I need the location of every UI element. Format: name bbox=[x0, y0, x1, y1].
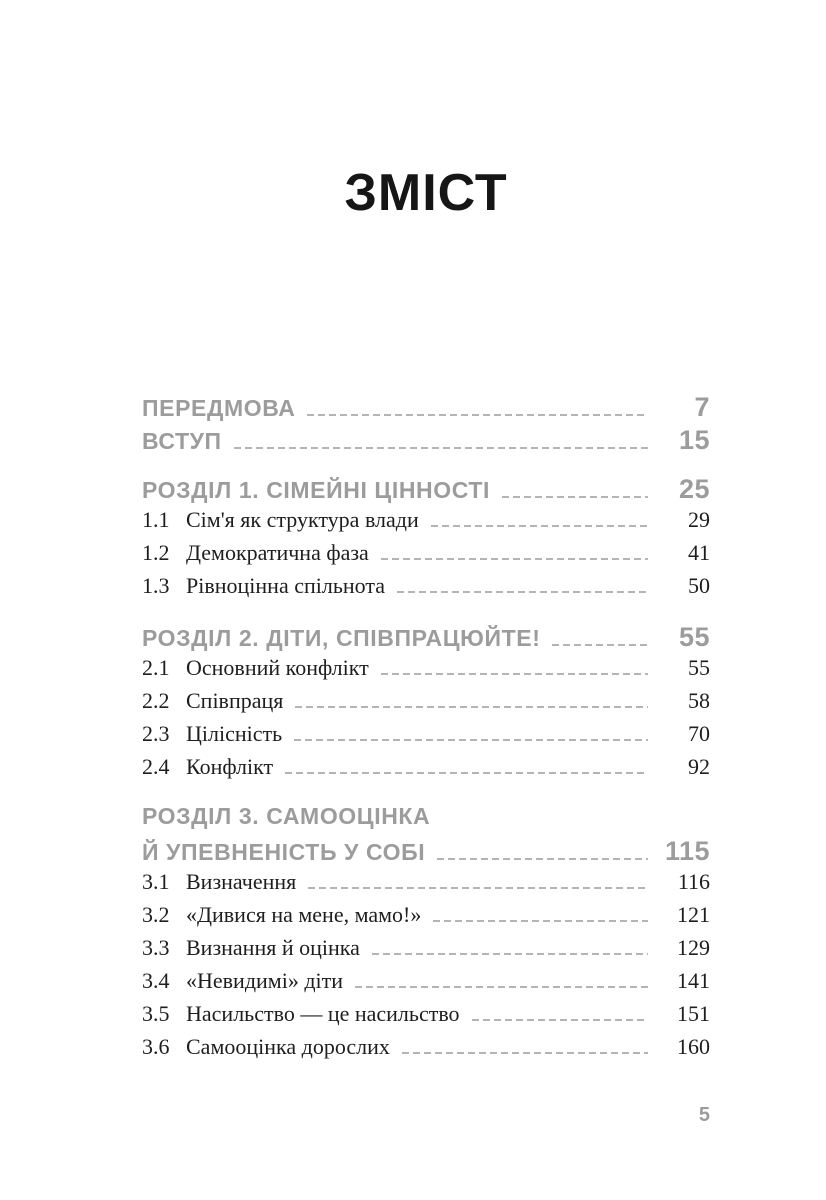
toc-entry-label: ПЕРЕДМОВА bbox=[142, 395, 296, 421]
toc-item-2-3 bbox=[142, 721, 710, 754]
folio-page-number: 5 bbox=[698, 1104, 710, 1126]
toc-item-3-1 bbox=[142, 869, 710, 902]
item-label: Сім'я як структура влади bbox=[186, 507, 419, 532]
item-label: Основний конфлікт bbox=[186, 655, 369, 680]
item-label: «Невидимі» діти bbox=[186, 968, 344, 993]
toc-item-1-2 bbox=[142, 540, 710, 573]
chapter-title: РОЗДІЛ 3. САМООЦІНКА bbox=[142, 803, 431, 829]
item-page-number: 55 bbox=[688, 655, 710, 680]
chapter-page-number: 25 bbox=[678, 474, 710, 504]
dotted-leader bbox=[308, 887, 648, 890]
toc-item-3-3 bbox=[142, 935, 710, 968]
dotted-leader bbox=[552, 644, 648, 647]
dotted-leader bbox=[402, 1052, 648, 1055]
toc-item-2-2 bbox=[142, 688, 710, 721]
toc-item-3-5 bbox=[142, 1001, 710, 1034]
item-page-number: 58 bbox=[688, 688, 710, 713]
chapter-title: РОЗДІЛ 2. ДІТИ, СПІВПРАЦЮЙТЕ! bbox=[142, 625, 541, 651]
toc-item-1-1 bbox=[142, 507, 710, 540]
item-number: 3.1 bbox=[142, 869, 170, 894]
item-number: 1.3 bbox=[142, 573, 170, 598]
item-number: 2.4 bbox=[142, 754, 170, 779]
dotted-leader bbox=[294, 739, 648, 742]
item-number: 1.1 bbox=[142, 507, 170, 532]
item-label: Насильство — це насильство bbox=[186, 1001, 460, 1026]
item-number: 2.3 bbox=[142, 721, 170, 746]
dotted-leader bbox=[502, 496, 648, 499]
item-label: Самооцінка дорослих bbox=[186, 1034, 390, 1059]
toc-chapter-3-heading-line2 bbox=[142, 836, 710, 869]
toc-item-3-4 bbox=[142, 968, 710, 1001]
item-page-number: 116 bbox=[677, 869, 710, 894]
item-page-number: 41 bbox=[688, 540, 710, 565]
item-number: 2.2 bbox=[142, 688, 170, 713]
item-page-number: 129 bbox=[677, 935, 710, 960]
toc-item-1-3 bbox=[142, 573, 710, 606]
toc-chapter-3-heading-line1 bbox=[142, 803, 710, 836]
toc-entry-foreword bbox=[142, 392, 710, 425]
item-number: 2.1 bbox=[142, 655, 170, 680]
dotted-leader bbox=[307, 414, 648, 417]
item-label: Визначення bbox=[186, 869, 297, 894]
toc-chapter-1-heading bbox=[142, 474, 710, 507]
toc-item-2-4 bbox=[142, 754, 710, 787]
item-page-number: 121 bbox=[677, 902, 710, 927]
dotted-leader bbox=[381, 673, 648, 676]
item-number: 3.3 bbox=[142, 935, 170, 960]
item-label: Демократична фаза bbox=[186, 540, 369, 565]
item-page-number: 141 bbox=[677, 968, 710, 993]
toc-item-3-6 bbox=[142, 1034, 710, 1067]
item-page-number: 70 bbox=[688, 721, 710, 746]
toc-item-2-1 bbox=[142, 655, 710, 688]
item-page-number: 50 bbox=[688, 573, 710, 598]
dotted-leader bbox=[355, 986, 648, 989]
item-label: Співпраця bbox=[186, 688, 284, 713]
dotted-leader bbox=[381, 558, 648, 561]
item-number: 3.6 bbox=[142, 1034, 170, 1059]
item-label: Цілісність bbox=[186, 721, 283, 746]
dotted-leader bbox=[234, 447, 648, 450]
item-number: 1.2 bbox=[142, 540, 170, 565]
item-label: Конфлікт bbox=[186, 754, 274, 779]
item-label: Визнання й оцінка bbox=[186, 935, 360, 960]
toc-entry-page-number: 7 bbox=[694, 392, 710, 422]
dotted-leader bbox=[372, 953, 648, 956]
dotted-leader bbox=[437, 858, 648, 861]
item-label: Рівноцінна спільнота bbox=[186, 573, 385, 598]
item-page-number: 160 bbox=[677, 1034, 710, 1059]
dotted-leader bbox=[472, 1019, 648, 1022]
item-page-number: 151 bbox=[677, 1001, 710, 1026]
item-label: «Дивися на мене, мамо!» bbox=[186, 902, 422, 927]
item-number: 3.2 bbox=[142, 902, 170, 927]
chapter-title: Й УПЕВНЕНІСТЬ У СОБІ bbox=[142, 839, 426, 865]
chapter-page-number: 115 bbox=[664, 836, 710, 866]
toc-front-matter bbox=[142, 392, 710, 458]
toc-entry-label: ВСТУП bbox=[142, 428, 222, 454]
chapter-title: РОЗДІЛ 1. СІМЕЙНІ ЦІННОСТІ bbox=[142, 477, 491, 503]
item-number: 3.4 bbox=[142, 968, 170, 993]
dotted-leader bbox=[433, 920, 648, 923]
toc-entry-page-number: 15 bbox=[678, 425, 710, 455]
item-page-number: 29 bbox=[688, 507, 710, 532]
dotted-leader bbox=[431, 525, 648, 528]
toc-item-3-2 bbox=[142, 902, 710, 935]
dotted-leader bbox=[397, 591, 648, 594]
chapter-page-number: 55 bbox=[678, 622, 710, 652]
dotted-leader bbox=[285, 772, 648, 775]
dotted-leader bbox=[295, 706, 648, 709]
item-page-number: 92 bbox=[688, 754, 710, 779]
table-of-contents bbox=[142, 392, 710, 1067]
item-number: 3.5 bbox=[142, 1001, 170, 1026]
toc-entry-introduction bbox=[142, 425, 710, 458]
toc-chapter-2-heading bbox=[142, 622, 710, 655]
page-title: ЗМІСТ bbox=[344, 164, 508, 222]
